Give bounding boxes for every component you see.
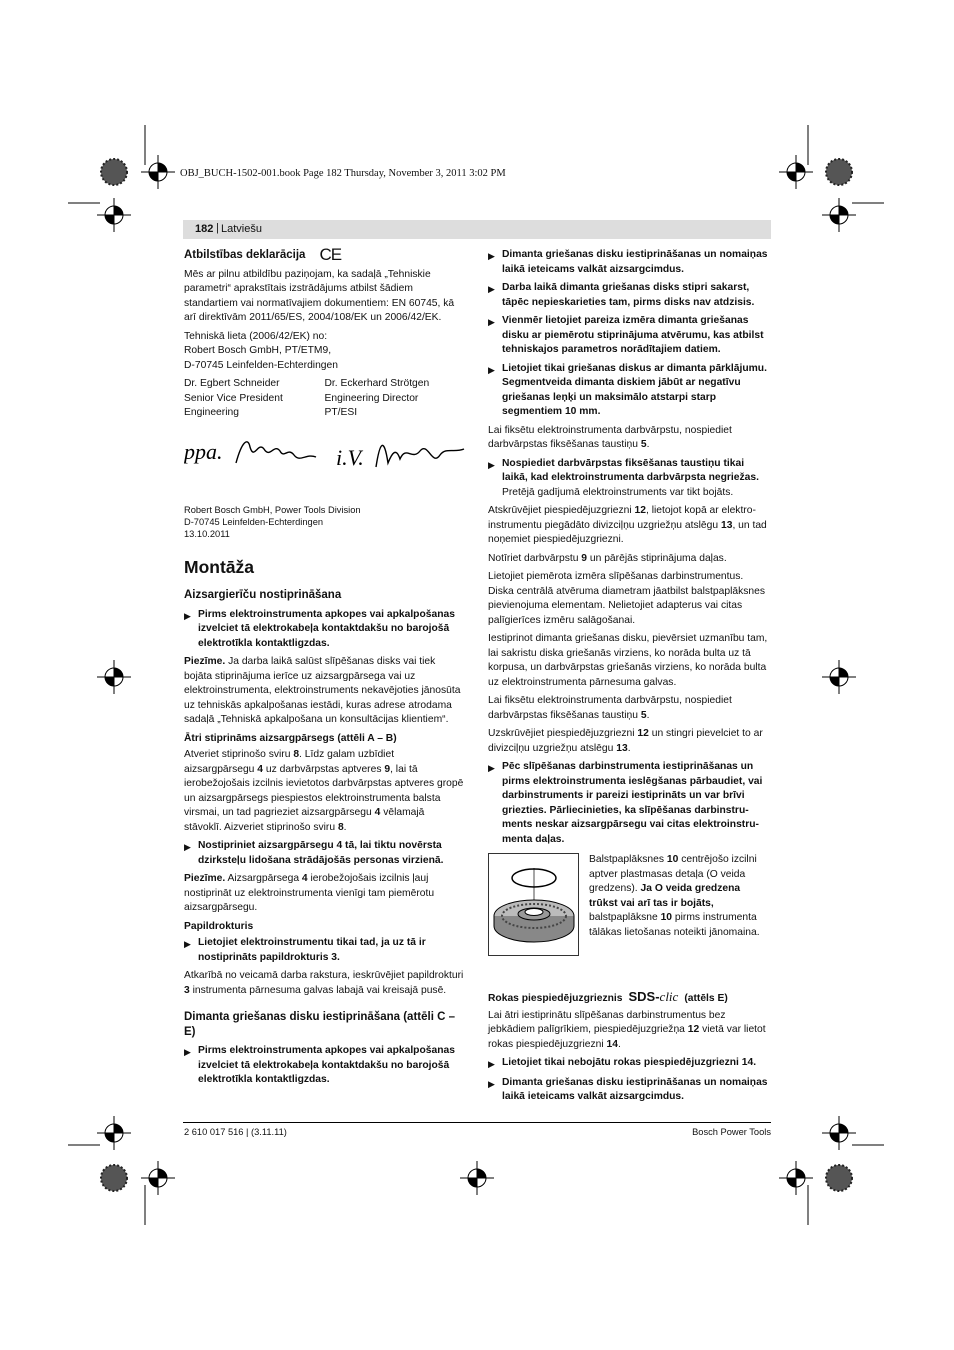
warning-gloves-2: ▶ Dimanta griešanas disku iestiprināšanas un nomaiņas laikā ieteicams valkāt aizsargcimdus. [488,1076,771,1105]
footer-doc-number: 2 610 017 516 | (3.11.11) [184,1127,287,1137]
clean-spindle-text: Notīriet darbvārpstu 9 un pārējās stiprinājuma daļas. [488,552,727,564]
diamond-warning: ▶ Pirms elektroinstrumenta apkopes vai apkalpošanas izvelciet tā elektrokabeļa kontaktdakšu no barojošā elektrotīkla kontaktligzdas. [184,1044,465,1088]
o-ring-figure [488,853,579,956]
header-separator: | [216,222,219,234]
handle-text: Atkarībā no veicamā darba rakstura, ieskrūvējiet papildrokturi 3 instrumenta pārnesuma galvas labajā vai kreisajā pusē. [184,970,464,996]
warning-undamaged-nut: ▶ Lietojiet tikai nebojātu rokas piespiedējuzgriezni 14. [488,1056,771,1072]
declaration-text: Mēs ar pilnu atbildību paziņojam, ka sadaļā „Tehniskie parametri“ aprakstītais izstrādājums atbilst šādiem standartiem vai normatīvajiem dokumentiem: EN 60745, kā arī direktīvām 2011/65/ES, 2004/108/EK un 2006/42/EK. [184,268,455,323]
spindle-lock-text-2: Lai fiksētu elektroinstrumenta darbvārpstu, nospiediet darbvārpstas fiksēšanas taustiņu 5. [488,695,732,721]
ce-mark-icon: CE [319,245,342,264]
note-1: Piezīme. Ja darba laikā salūst slīpēšanas disks vai tiek bojāta stiprinājuma ierīce uz aizsargpārsega vai uz elektroinstrumenta, elektroinstruments nekavējoties jānosūta uz tehniskās apkalpošanas iestādi, kuras adrese atrodama sadaļā „Tehniskā apkalpošana un konsultācijas klientiem“. [184,656,461,725]
handle-warning: ▶ Lietojiet elektroinstrumentu tikai tad, ja uz tā ir nostiprināts papildrokturis 3. [184,936,465,965]
quick-guard-heading: Ātri stiprināms aizsargpārsegs (attēli A – B) [184,732,397,744]
company-info: Robert Bosch GmbH, Power Tools Division D-70745 Leinfelden-Echterdingen 13.10.2011 [184,505,361,539]
triangle-right-icon: ▶ [184,939,191,949]
tool-size-text: Lietojiet piemērota izmēra slīpēšanas darbinstrumentus. Diska centrālā atvēruma diametram jāatbilst balstpaplāksnes pievienojuma elementam. Nelietojiet adapterus vai citas palīgierīces izmēru salāgošanai. [488,571,766,626]
triangle-right-icon: ▶ [488,1078,495,1089]
note-2: Piezīme. Aizsargpārsega 4 ierobežojošais izcilnis ļauj nostiprināt uz elektroinstrumenta vienīgi tam piemērotu aizsargpārsegu. [184,873,435,913]
warning-hot-disc: ▶ Darba laikā dimanta griešanas disks stipri sakarst, tāpēc nepieskarieties tam, pirms disks nav atdzisis. [488,281,771,310]
quick-guard-text: Atveriet stiprinošo sviru 8. Līdz galam uzbīdiet aizsargpārsegu 4 uz darbvārpstas aptveres 9, lai tā ierobežojošais izcilnis ievietotos darbvārpstas aptveres gropē un aizsargpārsegs piespiestos elektroinstrumenta balsta virsmai, un tad pagrieziet aizsargpārsegu 4 vēlamajā stāvoklī. Aizveriet stiprinošo sviru 8. [184,749,464,833]
unscrew-nut-text: Atskrūvējiet piespiedējuzgriezni 12, lietojot kopā ar elektroinstrumentu piegādāto divizciļņu uzgriežņu atslēgu 13, un tad noņemiet piespiedējuzgriezni. [488,505,767,545]
quick-nut-text: Lai ātri iestiprinātu slīpēšanas darbinstrumentus bez jebkādiem palīgrīkiem, piespiedējuzgriežņa 12 vietā var lietot rokas piespiedējuzgriezni 14. [488,1009,766,1050]
header-language: Latviešu [221,223,262,235]
sds-clic-logo: SDS-clic [628,989,679,1004]
o-ring-figure-block [488,853,771,956]
footer-brand: Bosch Power Tools [692,1127,771,1137]
right-column [488,248,771,1109]
header-bar [183,220,771,239]
triangle-right-icon: ▶ [488,317,495,327]
diamond-heading: Dimanta griešanas disku iestiprināšana (attēli C – E) [184,1011,455,1038]
signatures [184,433,469,483]
section-title-montaza: Montāža [184,557,254,577]
handle-heading: Papildrokturis [184,920,254,932]
triangle-right-icon: ▶ [488,763,495,773]
spindle-lock-text: Lai fiksētu elektroinstrumenta darbvārpstu, nospiediet darbvārpstas fiksēšanas taustiņu 5. [488,424,732,450]
triangle-right-icon: ▶ [488,284,495,294]
triangle-right-icon: ▶ [488,459,495,470]
rotation-direction-text: Iestiprinot dimanta griešanas disku, pievērsiet uzmanību tam, lai sakristu diska griešanās virziens, ko norāda bulta uz tā korpusa, un darbvārpstas griešanās virziens, ko norāda bulta uz elektroinstrumenta pārnesuma galvas. [488,633,768,688]
page-number: 182 [195,223,214,235]
warning-check-mount: ▶ Pēc slīpēšanas darbinstrumenta iestiprināšanas un pirms elektroinstrumenta ieslēgšanas pārbaudiet, vai darbinstruments ir pareizi iestiprināts un var brīvi griezties. Pārliecinieties, ka slīpēšanas darbinstruments neskar aizsargpārsegu vai citas elektroinstrumenta daļas. [488,760,771,847]
sds-clic-heading: Rokas piespiedējuzgrieznis SDS-clic (attēls E) [488,989,728,1004]
technical-file: Tehniskā lieta (2006/42/EK) no: Robert Bosch GmbH, PT/ETM9, D-70745 Leinfelden-Echterdingen [184,330,338,371]
triangle-right-icon: ▶ [184,610,191,621]
guard-heading: Aizsargierīču nostiprināšana [184,589,342,601]
triangle-right-icon: ▶ [184,842,191,852]
triangle-right-icon: ▶ [488,1059,495,1069]
o-ring-text: Balstpaplāksnes 10 centrējošo izcilni aptver plastmasas detaļa (O veida gredzens). Ja O veida gredzena trūkst vai arī tas ir bojāts, balstpaplāksne 10 pirms instrumenta tālākas lietošanas noteikti jānomaina. [589,854,760,938]
warning-disc-size: ▶ Vienmēr lietojiet pareiza izmēra dimanta griešanas disku ar piemērotu stiprinājuma atvērumu, kas atbilst tehniskajos parametros norādītajiem datiem. [488,314,771,358]
left-column [184,245,465,1092]
guard-warning: ▶ Pirms elektroinstrumenta apkopes vai apkalpošanas izvelciet tā elektrokabeļa kontaktdakšu no barojošā elektrotīkla kontaktligzdas. [184,608,465,652]
signatory-1: Dr. Egbert Schneider Senior Vice President Engineering [184,378,283,418]
signature-1-prefix: ppa. [184,438,223,464]
footer-rule [183,1122,771,1123]
declaration-heading: Atbilstības deklarācija CE [184,245,342,264]
print-info-line: OBJ_BUCH-1502-001.book Page 182 Thursday, November 3, 2011 3:02 PM [180,168,506,179]
tighten-nut-text: Uzskrūvējiet piespiedējuzgriezni 12 un stingri pievelciet to ar divizciļņu uzgriežņu atslēgu 13. [488,728,763,754]
signature-2-prefix: i.V. [336,444,364,470]
signatories [184,377,465,421]
triangle-right-icon: ▶ [488,251,495,261]
warning-gloves: ▶ Dimanta griešanas disku iestiprināšanas un nomaiņas laikā ieteicams valkāt aizsargcimdus. [488,248,771,277]
flange-o-ring-icon [489,854,578,955]
triangle-right-icon: ▶ [184,1047,191,1057]
quick-guard-warning: ▶ Nostipriniet aizsargpārsegu 4 tā, lai tiktu novērsta dzirksteļu lidošana strādājošās personas virzienā. [184,839,465,868]
triangle-right-icon: ▶ [488,364,495,375]
warning-diamond-only: ▶ Lietojiet tikai griešanas diskus ar dimanta pārklājumu. Segmentveida dimanta diskiem jābūt ar negatīvu griešanas leņķi un maksimālo atstarpi starp segmentiem 10 mm. [488,362,771,420]
warning-spindle-lock: ▶ Nospiediet darbvārpstas fiksēšanas taustiņu tikai laikā, kad elektroinstrumenta darbvārpsta negriežas. Pretējā gadījumā elektroinstruments var tikt bojāts. [488,457,771,501]
signatory-2: Dr. Eckerhard Strötgen Engineering Director PT/ESI [324,378,430,418]
